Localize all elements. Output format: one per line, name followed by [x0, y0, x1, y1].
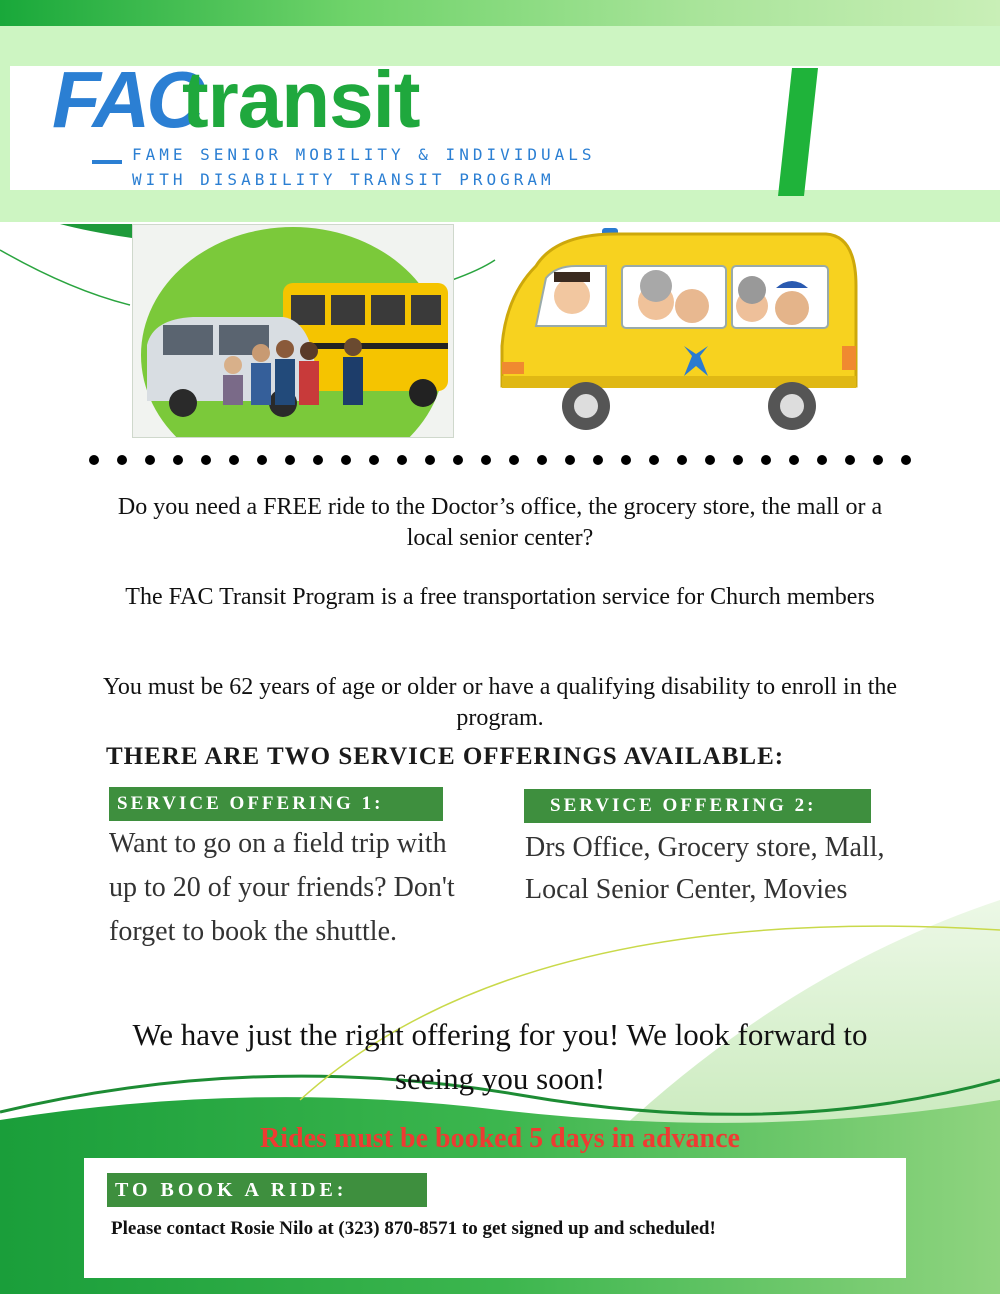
- divider-dot: [145, 455, 155, 465]
- divider-dot: [341, 455, 351, 465]
- divider-dot: [845, 455, 855, 465]
- service-offering-2-text: Drs Office, Grocery store, Mall, Local Senior Center, Movies: [525, 832, 885, 905]
- divider-dot: [117, 455, 127, 465]
- divider-dot: [593, 455, 603, 465]
- divider-dot: [425, 455, 435, 465]
- service-offering-2-label: SERVICE OFFERING 2:: [524, 789, 871, 823]
- service-offering-1-label: SERVICE OFFERING 1:: [109, 787, 443, 821]
- advance-notice: Rides must be booked 5 days in advance: [260, 1123, 740, 1154]
- divider-dot: [565, 455, 575, 465]
- divider-dot: [901, 455, 911, 465]
- divider-dot: [201, 455, 211, 465]
- book-ride-label: TO BOOK A RIDE:: [107, 1173, 427, 1207]
- divider-dot: [733, 455, 743, 465]
- divider-dot: [397, 455, 407, 465]
- bus-photo: [132, 224, 454, 438]
- logo-dash: [92, 160, 122, 164]
- divider-dot: [761, 455, 771, 465]
- divider-dot: [537, 455, 547, 465]
- header-accent-bar: [778, 68, 818, 196]
- divider-dot: [173, 455, 183, 465]
- divider-dot: [817, 455, 827, 465]
- logo-fac: FAC: [52, 55, 200, 144]
- divider-dot: [649, 455, 659, 465]
- intro-eligibility: You must be 62 years of age or older or have a qualifying disability to enroll in the program.: [102, 674, 898, 731]
- tagline-line-1: FAME SENIOR MOBILITY & INDIVIDUALS: [132, 145, 596, 164]
- divider-dot: [313, 455, 323, 465]
- divider-dot: [621, 455, 631, 465]
- divider-dot: [369, 455, 379, 465]
- divider-dot: [705, 455, 715, 465]
- van-illustration: [496, 226, 862, 432]
- divider-dot: [89, 455, 99, 465]
- service-offering-1-text: Want to go on a field trip with up to 20 of your friends? Don't forget to book the shuttle.: [109, 828, 455, 947]
- closing-message: We have just the right offering for you! We look forward to seeing you soon!: [132, 1017, 868, 1096]
- divider-dot: [789, 455, 799, 465]
- dotted-divider: [84, 448, 916, 472]
- offerings-heading: THERE ARE TWO SERVICE OFFERINGS AVAILABLE:: [106, 743, 785, 770]
- booking-contact: Please contact Rosie Nilo at (323) 870-8571 to get signed up and scheduled!: [111, 1218, 716, 1239]
- divider-dot: [481, 455, 491, 465]
- divider-dot: [677, 455, 687, 465]
- divider-dot: [453, 455, 463, 465]
- divider-dot: [285, 455, 295, 465]
- top-color-band: [0, 0, 1000, 26]
- divider-dot: [509, 455, 519, 465]
- divider-dot: [873, 455, 883, 465]
- intro-program: The FAC Transit Program is a free transportation service for Church members: [125, 584, 875, 610]
- tagline-line-2: WITH DISABILITY TRANSIT PROGRAM: [132, 170, 555, 189]
- divider-dot: [257, 455, 267, 465]
- logo-transit: transit: [182, 55, 420, 144]
- divider-dot: [229, 455, 239, 465]
- intro-question: Do you need a FREE ride to the Doctor’s office, the grocery store, the mall or a local senior center?: [117, 494, 883, 551]
- bus-photo-illustration: [133, 225, 453, 437]
